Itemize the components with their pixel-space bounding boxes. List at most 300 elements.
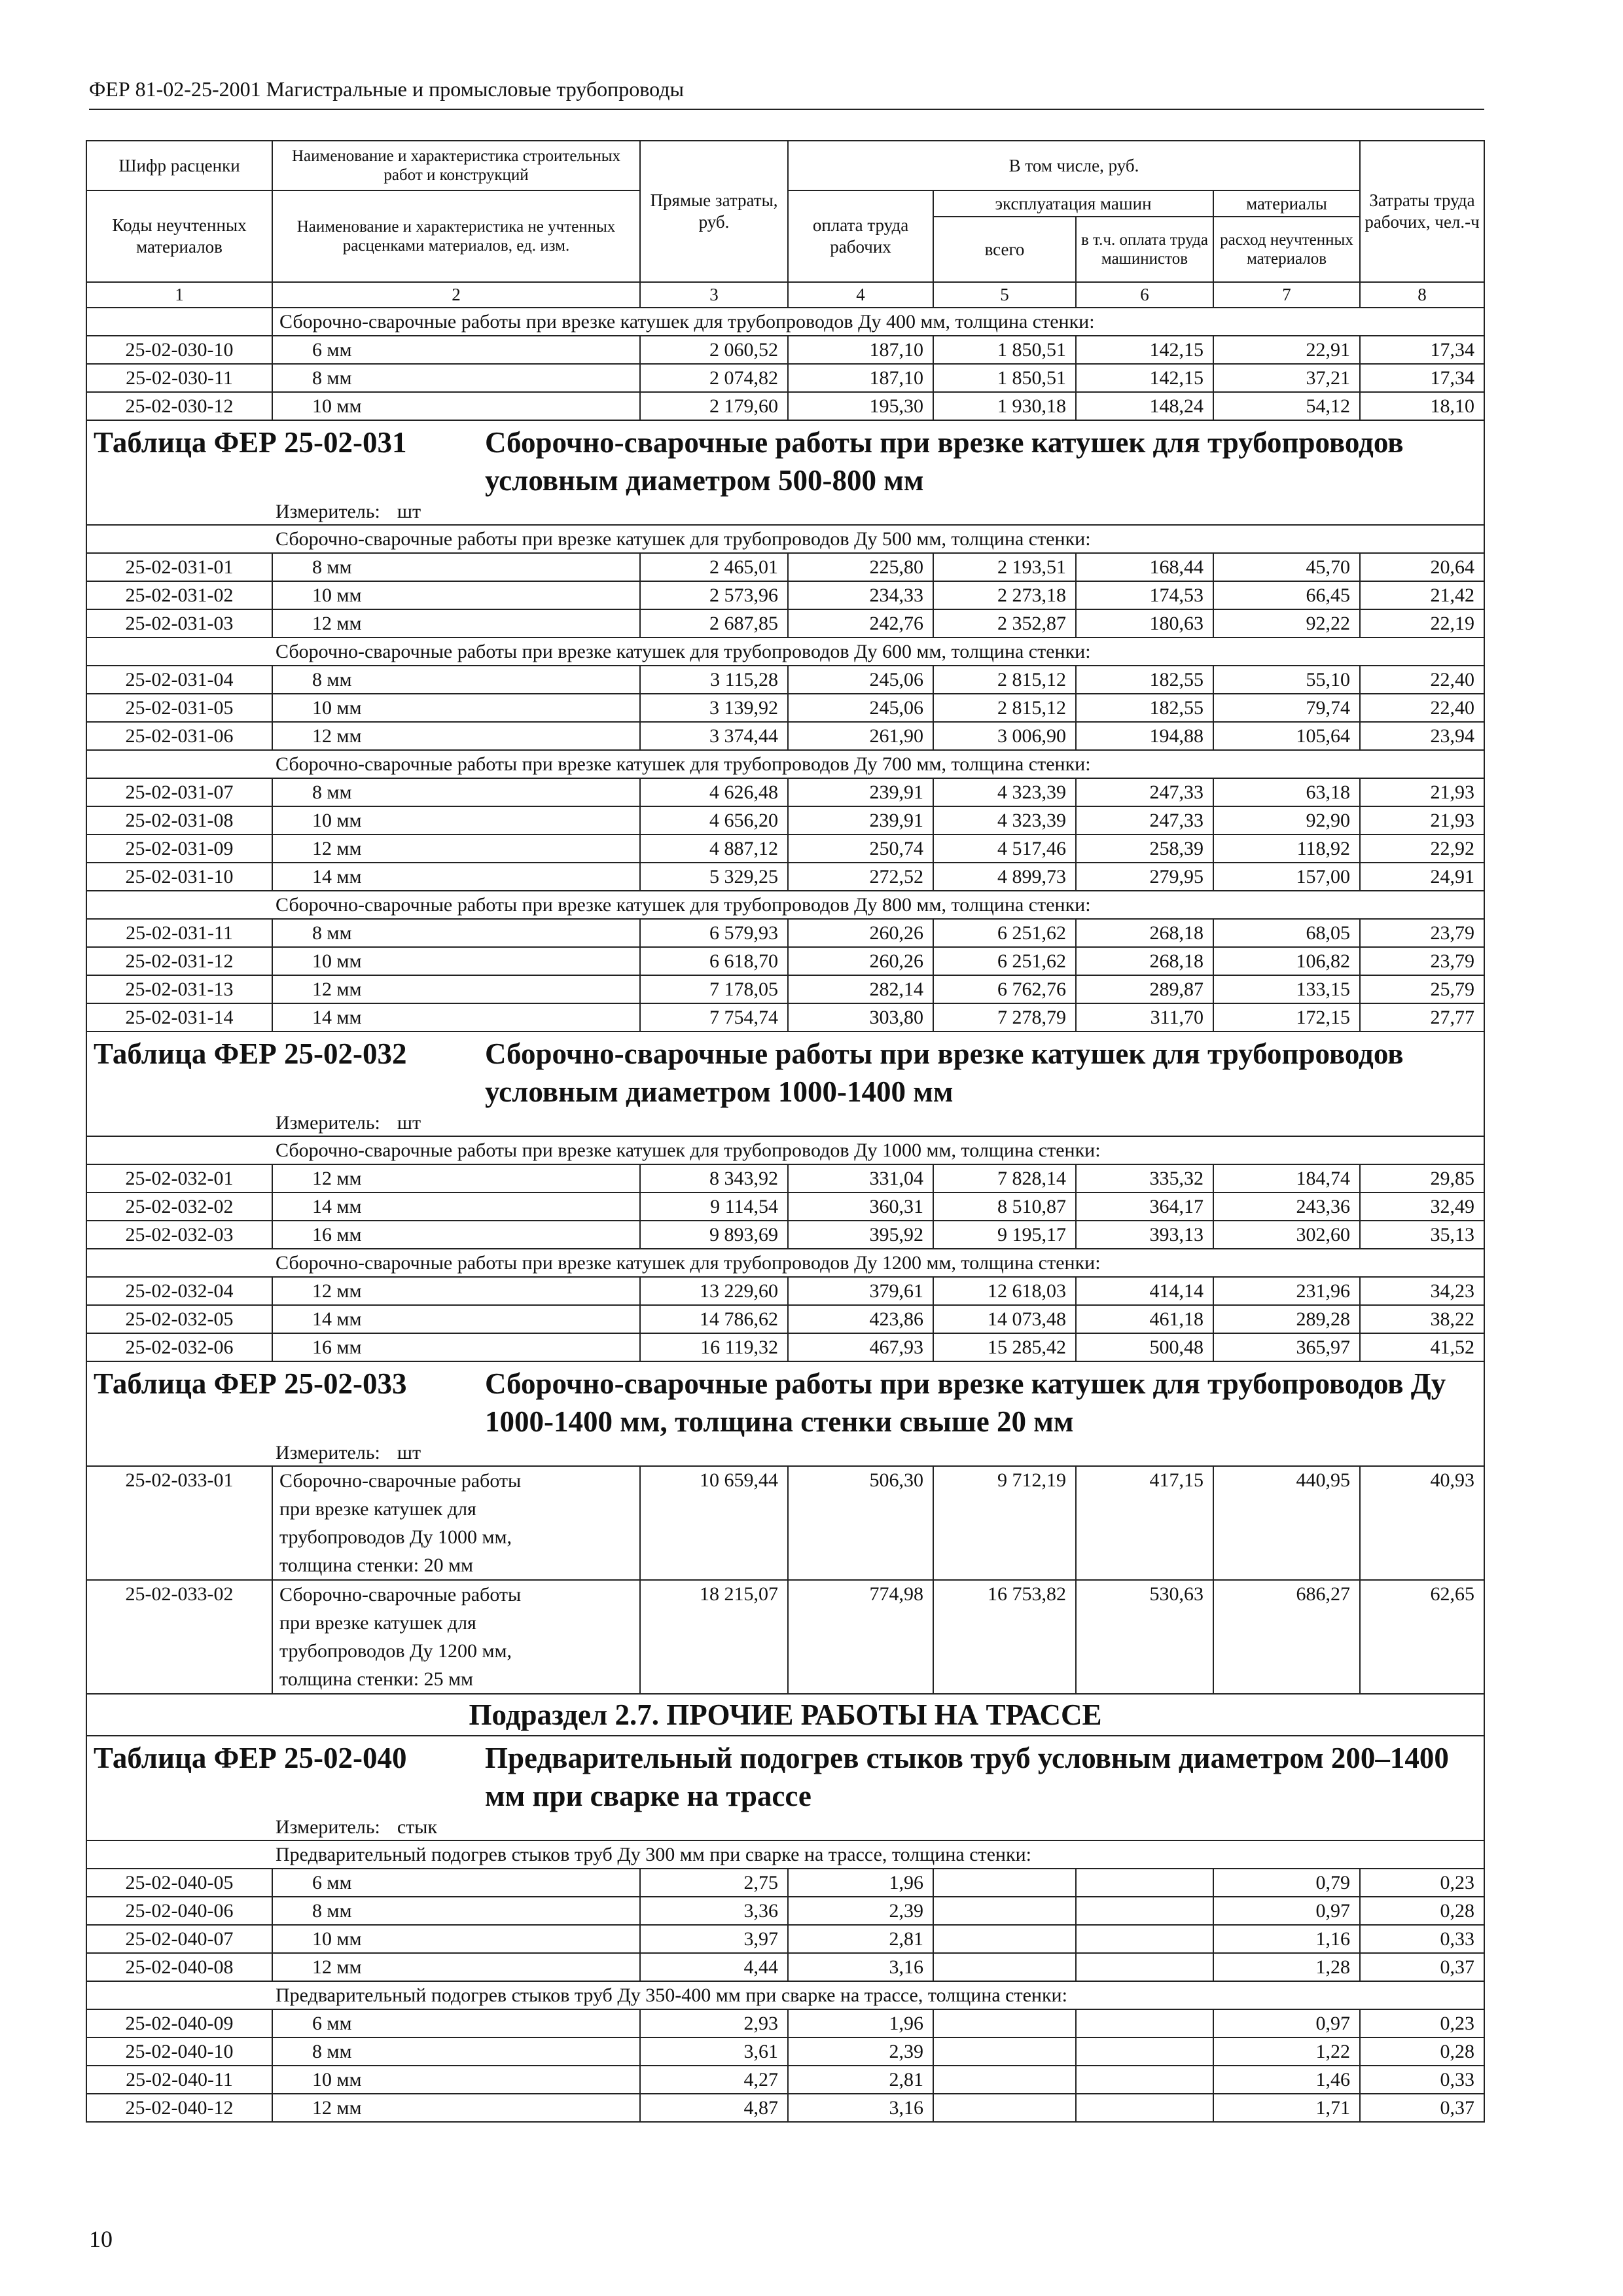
- cell-labor-costs: 0,28: [1360, 1897, 1484, 1925]
- cell-labor-pay: 3,16: [788, 2094, 933, 2122]
- table-row: [86, 1333, 1484, 1361]
- cell-machinists-pay: 258,39: [1076, 834, 1213, 863]
- cell-machines-total: [933, 1953, 1076, 1981]
- cell-materials: 1,71: [1213, 2094, 1360, 2122]
- cell-labor-pay: 282,14: [788, 975, 933, 1003]
- cell-materials: 184,74: [1213, 1164, 1360, 1193]
- cell-machines-total: 1 930,18: [933, 392, 1076, 420]
- cell-name: 8 мм: [272, 553, 640, 581]
- cell-name-line: при врезке катушек для: [279, 1612, 476, 1634]
- cell-direct-costs: 2 687,85: [640, 609, 788, 637]
- cell-labor-pay: 2,81: [788, 2066, 933, 2094]
- cell-materials: 45,70: [1213, 553, 1360, 581]
- group-subheader: Сборочно-сварочные работы при врезке катушек для трубопроводов Ду 700 мм, толщина стенки:: [86, 750, 1484, 778]
- cell-labor-pay: 2,39: [788, 1897, 933, 1925]
- cell-direct-costs: 3 374,44: [640, 722, 788, 750]
- cell-labor-costs: 0,33: [1360, 2066, 1484, 2094]
- table-name: Сборочно-сварочные работы при врезке катушек для трубопроводов Ду 1000-1400 мм, толщина стенки свыше 20 мм: [485, 1367, 1446, 1438]
- cell-name: 12 мм: [272, 1277, 640, 1305]
- cell-code: 25-02-030-11: [86, 364, 272, 392]
- col-labor-costs-header: Затраты труда рабочих, чел.-ч: [1360, 141, 1484, 282]
- cell-labor-pay: 1,96: [788, 1869, 933, 1897]
- cell-labor-costs: 38,22: [1360, 1305, 1484, 1333]
- cell-materials: 55,10: [1213, 666, 1360, 694]
- table-040: [86, 1736, 1484, 1840]
- table-row: [86, 1277, 1484, 1305]
- group-subheader: Сборочно-сварочные работы при врезке катушек для трубопроводов Ду 800 мм, толщина стенки:: [86, 891, 1484, 919]
- cell-code: 25-02-040-12: [86, 2094, 272, 2122]
- cell-code: 25-02-032-02: [86, 1193, 272, 1221]
- cell-machinists-pay: 279,95: [1076, 863, 1213, 891]
- col-number: 2: [272, 282, 640, 308]
- cell-name: 12 мм: [272, 1953, 640, 1981]
- cell-machines-total: 6 251,62: [933, 947, 1076, 975]
- table-031: [86, 420, 1484, 525]
- cell-name: 14 мм: [272, 1003, 640, 1031]
- cell-code: 25-02-032-03: [86, 1221, 272, 1249]
- cell-labor-pay: 261,90: [788, 722, 933, 750]
- cell-materials: 133,15: [1213, 975, 1360, 1003]
- measure-unit: шт: [397, 501, 421, 522]
- cell-labor-pay: 1,96: [788, 2009, 933, 2037]
- cell-direct-costs: 4 887,12: [640, 834, 788, 863]
- cell-labor-pay: 395,92: [788, 1221, 933, 1249]
- col-number: 1: [86, 282, 272, 308]
- cell-labor-pay: 303,80: [788, 1003, 933, 1031]
- cell-name-line: трубопроводов Ду 1000 мм,: [279, 1526, 512, 1548]
- cell-labor-pay: 260,26: [788, 919, 933, 947]
- group-subheader-row: [86, 1249, 1484, 1277]
- cell-labor-pay: 187,10: [788, 336, 933, 364]
- cell-direct-costs: 2,75: [640, 1869, 788, 1897]
- cell-name-line: при врезке катушек для: [279, 1498, 476, 1520]
- cell-materials: 66,45: [1213, 581, 1360, 609]
- group-subheader-row: [86, 891, 1484, 919]
- col-machines-total-header: всего: [933, 217, 1076, 282]
- group-subheader-row: [86, 637, 1484, 666]
- cell-direct-costs: 7 178,05: [640, 975, 788, 1003]
- measure-label: Измеритель:: [276, 501, 380, 522]
- cell-code: 25-02-031-01: [86, 553, 272, 581]
- col-number: 8: [1360, 282, 1484, 308]
- table-row: [86, 1580, 1484, 1694]
- cell-labor-pay: 245,06: [788, 666, 933, 694]
- cell-materials: 68,05: [1213, 919, 1360, 947]
- cell-machines-total: 4 899,73: [933, 863, 1076, 891]
- cell-labor-pay: 2,39: [788, 2037, 933, 2066]
- cell-labor-pay: 272,52: [788, 863, 933, 891]
- cell-machinists-pay: 148,24: [1076, 392, 1213, 420]
- col-materials-header: материалы: [1213, 190, 1360, 217]
- cell-name: 14 мм: [272, 863, 640, 891]
- cell-machinists-pay: 289,87: [1076, 975, 1213, 1003]
- cell-labor-costs: 23,94: [1360, 722, 1484, 750]
- cell-labor-costs: 22,40: [1360, 694, 1484, 722]
- col-unaccounted-codes-header: Коды неучтенных материалов: [86, 190, 272, 282]
- table-header: [86, 141, 1484, 308]
- cell-machines-total: 6 762,76: [933, 975, 1076, 1003]
- cell-direct-costs: 4 626,48: [640, 778, 788, 806]
- cell-machinists-pay: [1076, 1925, 1213, 1953]
- cell-code: 25-02-031-08: [86, 806, 272, 834]
- table-row: [86, 666, 1484, 694]
- cell-machines-total: [933, 2066, 1076, 2094]
- cell-machines-total: 4 323,39: [933, 778, 1076, 806]
- group-subheader: Сборочно-сварочные работы при врезке катушек для трубопроводов Ду 1200 мм, толщина стенки:: [86, 1249, 1484, 1277]
- table-row: [86, 778, 1484, 806]
- cell-name: 10 мм: [272, 694, 640, 722]
- cell-labor-costs: 21,93: [1360, 778, 1484, 806]
- cell-machines-total: 2 273,18: [933, 581, 1076, 609]
- cell-materials: 63,18: [1213, 778, 1360, 806]
- cell-labor-costs: 0,37: [1360, 1953, 1484, 1981]
- cell-code: 25-02-031-13: [86, 975, 272, 1003]
- group-subheader: Сборочно-сварочные работы при врезке катушек для трубопроводов Ду 400 мм, толщина стенки:: [272, 308, 1484, 336]
- cell-code: 25-02-030-10: [86, 336, 272, 364]
- cell-machinists-pay: 268,18: [1076, 919, 1213, 947]
- table-row: [86, 1305, 1484, 1333]
- table-title: [86, 1736, 1484, 1815]
- group-subheader-row: [86, 1136, 1484, 1164]
- cell-labor-costs: 32,49: [1360, 1193, 1484, 1221]
- cell-machines-total: 14 073,48: [933, 1305, 1076, 1333]
- table-groups: [86, 1840, 1484, 2122]
- cell-machines-total: [933, 1897, 1076, 1925]
- table-row: [86, 919, 1484, 947]
- cell-labor-pay: 187,10: [788, 364, 933, 392]
- cell-labor-costs: 21,42: [1360, 581, 1484, 609]
- group-subheader: Сборочно-сварочные работы при врезке катушек для трубопроводов Ду 600 мм, толщина стенки:: [86, 637, 1484, 666]
- table-label: Таблица ФЕР 25-02-033: [94, 1367, 407, 1400]
- cell-direct-costs: 2 179,60: [640, 392, 788, 420]
- cell-machines-total: 2 352,87: [933, 609, 1076, 637]
- table-row: [86, 553, 1484, 581]
- cell-name: 8 мм: [272, 2037, 640, 2066]
- cell-labor-costs: 22,40: [1360, 666, 1484, 694]
- cell-labor-costs: 25,79: [1360, 975, 1484, 1003]
- cell-machinists-pay: 182,55: [1076, 666, 1213, 694]
- cell-name: 8 мм: [272, 1897, 640, 1925]
- group-subheader: Сборочно-сварочные работы при врезке катушек для трубопроводов Ду 1000 мм, толщина стенки:: [86, 1136, 1484, 1164]
- cell-direct-costs: 9 114,54: [640, 1193, 788, 1221]
- table-measure: [86, 1111, 1484, 1136]
- cell-labor-pay: 195,30: [788, 392, 933, 420]
- col-unaccounted-materials-header: расход неучтенных материалов: [1213, 217, 1360, 282]
- table-title: [86, 420, 1484, 499]
- cell-name-line: толщина стенки: 20 мм: [279, 1554, 474, 1576]
- cell-labor-pay: 2,81: [788, 1925, 933, 1953]
- cell-direct-costs: 14 786,62: [640, 1305, 788, 1333]
- cell-code: 25-02-033-01: [86, 1466, 272, 1580]
- cell-direct-costs: 8 343,92: [640, 1164, 788, 1193]
- cell-machinists-pay: 247,33: [1076, 778, 1213, 806]
- group-subheader-row: [86, 1840, 1484, 1869]
- cell-materials: 172,15: [1213, 1003, 1360, 1031]
- col-code-header: Шифр расценки: [86, 141, 272, 190]
- price-table: [86, 140, 1485, 2123]
- cell-direct-costs: 3,61: [640, 2037, 788, 2066]
- cell-machinists-pay: 311,70: [1076, 1003, 1213, 1031]
- cell-name: 10 мм: [272, 392, 640, 420]
- cell-code: 25-02-040-08: [86, 1953, 272, 1981]
- cell-machinists-pay: 180,63: [1076, 609, 1213, 637]
- cell-machines-total: [933, 1869, 1076, 1897]
- cell-name-line: трубопроводов Ду 1200 мм,: [279, 1640, 512, 1662]
- table-row: [86, 975, 1484, 1003]
- cell-direct-costs: 4 656,20: [640, 806, 788, 834]
- cell-labor-costs: 0,33: [1360, 1925, 1484, 1953]
- col-machines-header: эксплуатация машин: [933, 190, 1213, 217]
- table-title: [86, 1361, 1484, 1441]
- cell-direct-costs: 10 659,44: [640, 1466, 788, 1580]
- cell-direct-costs: 9 893,69: [640, 1221, 788, 1249]
- cell-code: 25-02-031-12: [86, 947, 272, 975]
- col-labor-pay-header: оплата труда рабочих: [788, 190, 933, 282]
- cell-machinists-pay: [1076, 2094, 1213, 2122]
- cell-labor-costs: 40,93: [1360, 1466, 1484, 1580]
- cell-labor-costs: 0,37: [1360, 2094, 1484, 2122]
- cell-machinists-pay: 414,14: [1076, 1277, 1213, 1305]
- cell-labor-costs: 22,19: [1360, 609, 1484, 637]
- cell-name-line: Сборочно-сварочные работы: [279, 1584, 522, 1605]
- cell-machines-total: 2 193,51: [933, 553, 1076, 581]
- cell-name: 12 мм: [272, 2094, 640, 2122]
- cell-machinists-pay: 335,32: [1076, 1164, 1213, 1193]
- cell-materials: 118,92: [1213, 834, 1360, 863]
- cell-labor-costs: 18,10: [1360, 392, 1484, 420]
- table-row: [86, 1221, 1484, 1249]
- group-subheader-row: [86, 750, 1484, 778]
- cell-materials: 1,16: [1213, 1925, 1360, 1953]
- cell-machinists-pay: [1076, 1953, 1213, 1981]
- table-label: Таблица ФЕР 25-02-040: [94, 1742, 407, 1774]
- cell-code: 25-02-031-07: [86, 778, 272, 806]
- cell-machinists-pay: 142,15: [1076, 364, 1213, 392]
- cell-labor-costs: 24,91: [1360, 863, 1484, 891]
- cell-direct-costs: 16 119,32: [640, 1333, 788, 1361]
- cell-materials: 22,91: [1213, 336, 1360, 364]
- measure-unit: шт: [397, 1442, 421, 1463]
- cell-machines-total: 16 753,82: [933, 1580, 1076, 1694]
- cell-machines-total: 9 195,17: [933, 1221, 1076, 1249]
- table-row: [86, 392, 1484, 420]
- col-name-header: Наименование и характеристика строительных работ и конструкций: [272, 141, 640, 190]
- cell-name: 12 мм: [272, 722, 640, 750]
- cell-code: 25-02-031-06: [86, 722, 272, 750]
- cell-name: 12 мм: [272, 975, 640, 1003]
- table-row: [86, 2037, 1484, 2066]
- cell-machinists-pay: 168,44: [1076, 553, 1213, 581]
- cell-name: 10 мм: [272, 2066, 640, 2094]
- page-header: ФЕР 81-02-25-2001 Магистральные и промысловые трубопроводы: [89, 77, 685, 101]
- subsection-block: [86, 1694, 1484, 1736]
- cell-machinists-pay: 182,55: [1076, 694, 1213, 722]
- cell-machines-total: 4 517,46: [933, 834, 1076, 863]
- cell-labor-costs: 23,79: [1360, 919, 1484, 947]
- cell-machinists-pay: 461,18: [1076, 1305, 1213, 1333]
- cell-machines-total: 12 618,03: [933, 1277, 1076, 1305]
- table-rows: [86, 336, 1484, 420]
- col-number: 5: [933, 282, 1076, 308]
- cell-name: 16 мм: [272, 1221, 640, 1249]
- table-row: [86, 581, 1484, 609]
- cell-machines-total: 8 510,87: [933, 1193, 1076, 1221]
- table-name: Сборочно-сварочные работы при врезке катушек для трубопроводов условным диаметром 1000-1400 мм: [485, 1037, 1404, 1108]
- cell-materials: 243,36: [1213, 1193, 1360, 1221]
- table-033-rows: [86, 1466, 1484, 1694]
- cell-direct-costs: 2 573,96: [640, 581, 788, 609]
- cell-materials: 79,74: [1213, 694, 1360, 722]
- cell-code: 25-02-031-10: [86, 863, 272, 891]
- cell-labor-pay: 239,91: [788, 806, 933, 834]
- cell-materials: 92,22: [1213, 609, 1360, 637]
- cell-name: 10 мм: [272, 581, 640, 609]
- cell-labor-pay: 331,04: [788, 1164, 933, 1193]
- col-number: 3: [640, 282, 788, 308]
- cell-direct-costs: 4,87: [640, 2094, 788, 2122]
- cell-materials: 0,79: [1213, 1869, 1360, 1897]
- cell-materials: 231,96: [1213, 1277, 1360, 1305]
- cell-labor-costs: 41,52: [1360, 1333, 1484, 1361]
- cell-materials: 440,95: [1213, 1466, 1360, 1580]
- cell-direct-costs: 18 215,07: [640, 1580, 788, 1694]
- table-measure: [86, 1441, 1484, 1466]
- cell-machines-total: 1 850,51: [933, 336, 1076, 364]
- cell-labor-costs: 0,28: [1360, 2037, 1484, 2066]
- table-row: [86, 834, 1484, 863]
- cell-machines-total: 7 828,14: [933, 1164, 1076, 1193]
- cell-materials: 54,12: [1213, 392, 1360, 420]
- cell-materials: 302,60: [1213, 1221, 1360, 1249]
- table-row: [86, 1466, 1484, 1580]
- table-row: [86, 364, 1484, 392]
- group-subheader: Сборочно-сварочные работы при врезке катушек для трубопроводов Ду 500 мм, толщина стенки:: [86, 525, 1484, 553]
- cell-code: 25-02-032-01: [86, 1164, 272, 1193]
- measure-label: Измеритель:: [276, 1816, 380, 1838]
- cell-direct-costs: 6 618,70: [640, 947, 788, 975]
- cell-code: 25-02-040-06: [86, 1897, 272, 1925]
- cell-machines-total: [933, 1925, 1076, 1953]
- cell-machinists-pay: 393,13: [1076, 1221, 1213, 1249]
- cell-labor-costs: 0,23: [1360, 2009, 1484, 2037]
- cell-name: 10 мм: [272, 806, 640, 834]
- cell-name: 10 мм: [272, 947, 640, 975]
- cell-direct-costs: 6 579,93: [640, 919, 788, 947]
- table-row: [86, 806, 1484, 834]
- cell-materials: 1,28: [1213, 1953, 1360, 1981]
- cell-labor-pay: 234,33: [788, 581, 933, 609]
- cell-labor-costs: 29,85: [1360, 1164, 1484, 1193]
- cell-machinists-pay: 194,88: [1076, 722, 1213, 750]
- cell-direct-costs: 3 139,92: [640, 694, 788, 722]
- cell-machinists-pay: [1076, 2009, 1213, 2037]
- cell-labor-costs: 22,92: [1360, 834, 1484, 863]
- table-measure: [86, 499, 1484, 525]
- cell-machinists-pay: 247,33: [1076, 806, 1213, 834]
- cell-materials: 686,27: [1213, 1580, 1360, 1694]
- cell-machinists-pay: 268,18: [1076, 947, 1213, 975]
- group-subheader-row: [86, 525, 1484, 553]
- table-row: [86, 1164, 1484, 1193]
- cell-code: 25-02-040-07: [86, 1925, 272, 1953]
- cell-machines-total: [933, 2094, 1076, 2122]
- col-number: 7: [1213, 282, 1360, 308]
- cell-name: 6 мм: [272, 336, 640, 364]
- cell-code: 25-02-031-14: [86, 1003, 272, 1031]
- cell-materials: 289,28: [1213, 1305, 1360, 1333]
- cell-labor-pay: 379,61: [788, 1277, 933, 1305]
- cell-direct-costs: 2 060,52: [640, 336, 788, 364]
- cell-labor-costs: 34,23: [1360, 1277, 1484, 1305]
- cell-name: 8 мм: [272, 364, 640, 392]
- table-measure: [86, 1815, 1484, 1840]
- cell-name: 10 мм: [272, 1925, 640, 1953]
- cell-machinists-pay: 142,15: [1076, 336, 1213, 364]
- cell-labor-costs: 0,23: [1360, 1869, 1484, 1897]
- measure-label: Измеритель:: [276, 1442, 380, 1463]
- cell-materials: 1,46: [1213, 2066, 1360, 2094]
- cell-machinists-pay: 174,53: [1076, 581, 1213, 609]
- cell-machines-total: 2 815,12: [933, 666, 1076, 694]
- cell-machines-total: 9 712,19: [933, 1466, 1076, 1580]
- cell-labor-pay: 3,16: [788, 1953, 933, 1981]
- table-row: [86, 2009, 1484, 2037]
- table-032: [86, 1031, 1484, 1136]
- cell-code: 25-02-030-12: [86, 392, 272, 420]
- cell-machinists-pay: 364,17: [1076, 1193, 1213, 1221]
- cell-materials: 365,97: [1213, 1333, 1360, 1361]
- cell-labor-costs: 17,34: [1360, 364, 1484, 392]
- cell-machinists-pay: [1076, 2037, 1213, 2066]
- cell-code: 25-02-040-05: [86, 1869, 272, 1897]
- cell-direct-costs: 3,36: [640, 1897, 788, 1925]
- cell-code: 25-02-031-03: [86, 609, 272, 637]
- table-row: [86, 1193, 1484, 1221]
- cell-name: 12 мм: [272, 834, 640, 863]
- col-number: 4: [788, 282, 933, 308]
- cell-labor-pay: 260,26: [788, 947, 933, 975]
- table-row: [86, 2066, 1484, 2094]
- cell-machinists-pay: 417,15: [1076, 1466, 1213, 1580]
- cell-materials: 1,22: [1213, 2037, 1360, 2066]
- cell-machines-total: 6 251,62: [933, 919, 1076, 947]
- cell-name: 14 мм: [272, 1305, 640, 1333]
- block-030: [86, 308, 1484, 336]
- cell-code: 25-02-040-09: [86, 2009, 272, 2037]
- cell-labor-costs: 20,64: [1360, 553, 1484, 581]
- cell-labor-costs: 17,34: [1360, 336, 1484, 364]
- cell-machines-total: [933, 2009, 1076, 2037]
- cell-machinists-pay: [1076, 1869, 1213, 1897]
- table-label: Таблица ФЕР 25-02-032: [94, 1037, 407, 1070]
- cell-name: 8 мм: [272, 919, 640, 947]
- cell-machinists-pay: [1076, 2066, 1213, 2094]
- cell-name: 8 мм: [272, 778, 640, 806]
- cell-materials: 0,97: [1213, 2009, 1360, 2037]
- table-row: [86, 609, 1484, 637]
- col-including-header: В том числе, руб.: [788, 141, 1360, 190]
- cell-machines-total: 2 815,12: [933, 694, 1076, 722]
- table-label: Таблица ФЕР 25-02-031: [94, 426, 407, 459]
- cell-direct-costs: 2 465,01: [640, 553, 788, 581]
- table-row: [86, 694, 1484, 722]
- cell-labor-costs: 23,79: [1360, 947, 1484, 975]
- cell-code: 25-02-031-04: [86, 666, 272, 694]
- subsection-title: Подраздел 2.7. ПРОЧИЕ РАБОТЫ НА ТРАССЕ: [86, 1694, 1484, 1736]
- cell-materials: 0,97: [1213, 1897, 1360, 1925]
- group-subheader: Предварительный подогрев стыков труб Ду 300 мм при сварке на трассе, толщина стенки:: [86, 1840, 1484, 1869]
- table-033: [86, 1361, 1484, 1466]
